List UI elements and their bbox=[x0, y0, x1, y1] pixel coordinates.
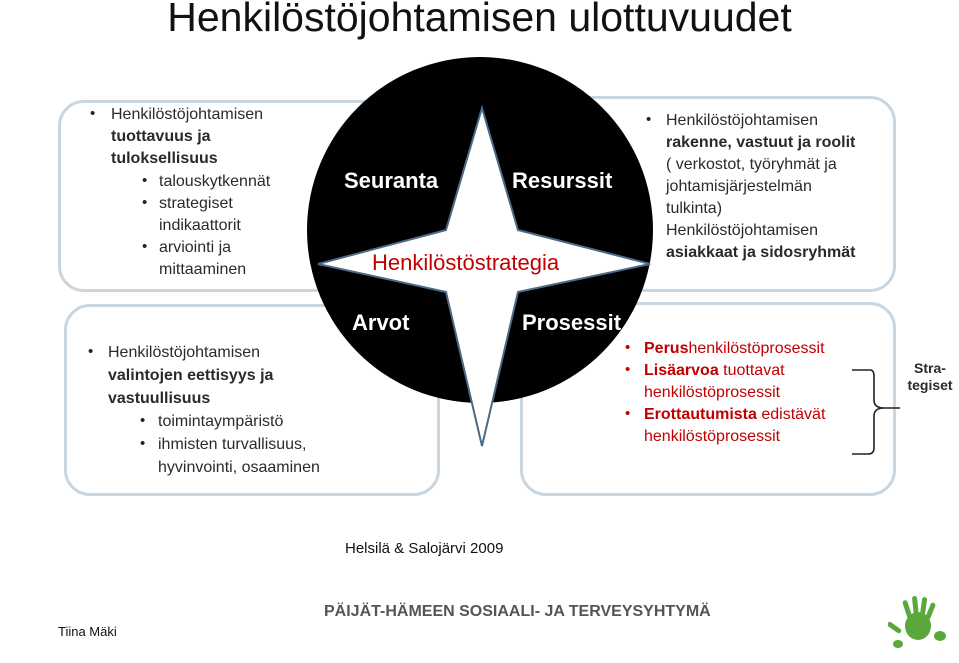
label-henkilostostrategia: Henkilöstöstrategia bbox=[372, 250, 560, 275]
bullet-icon: • bbox=[625, 405, 631, 422]
label-prosessit: Prosessit bbox=[522, 310, 622, 335]
bullet-icon: • bbox=[142, 194, 148, 211]
author: Tiina Mäki bbox=[58, 624, 117, 639]
bl-line: vastuullisuus bbox=[108, 390, 211, 407]
tl-sub: mittaaminen bbox=[159, 261, 247, 278]
bullet-icon: • bbox=[646, 111, 652, 128]
bullet-icon: • bbox=[88, 343, 94, 360]
tl-sub: talouskytkennät bbox=[159, 173, 271, 190]
tl-line: Henkilöstöjohtamisen bbox=[111, 106, 264, 123]
bl-sub: hyvinvointi, osaaminen bbox=[158, 459, 320, 476]
tl-sub: indikaattorit bbox=[159, 217, 241, 234]
br-item2-line2: henkilöstöprosessit bbox=[644, 384, 781, 401]
tl-line: tuloksellisuus bbox=[111, 150, 218, 167]
side-label: Stra- tegiset bbox=[907, 360, 953, 393]
bl-line: valintojen eettisyys ja bbox=[108, 367, 274, 384]
tr-line: rakenne, vastuut ja roolit bbox=[666, 134, 856, 151]
tr-line: Henkilöstöjohtamisen bbox=[666, 222, 819, 239]
bl-line: Henkilöstöjohtamisen bbox=[108, 344, 261, 361]
tl-line: tuottavuus ja bbox=[111, 128, 211, 145]
tr-line: Henkilöstöjohtamisen bbox=[666, 112, 819, 129]
br-item3: Erottautumista edistävät bbox=[644, 406, 826, 423]
citation: Helsilä & Salojärvi 2009 bbox=[345, 540, 504, 557]
bullet-icon: • bbox=[140, 435, 146, 452]
bullet-icon: • bbox=[625, 339, 631, 356]
label-arvot: Arvot bbox=[352, 310, 410, 335]
organization: PÄIJÄT-HÄMEEN SOSIAALI- JA TERVEYSYHTYMÄ bbox=[324, 603, 711, 620]
hands-logo-icon bbox=[888, 592, 954, 652]
bullet-icon: • bbox=[140, 412, 146, 429]
tr-line: asiakkaat ja sidosryhmät bbox=[666, 244, 856, 261]
tl-sub: arviointi ja bbox=[159, 239, 232, 256]
br-item3-line2: henkilöstöprosessit bbox=[644, 428, 781, 445]
label-seuranta: Seuranta bbox=[344, 168, 439, 193]
bullet-icon: • bbox=[142, 172, 148, 189]
bl-sub: toimintaympäristö bbox=[158, 413, 284, 430]
bullet-icon: • bbox=[90, 105, 96, 122]
tr-line: johtamisjärjestelmän bbox=[666, 178, 812, 195]
bullet-icon: • bbox=[142, 238, 148, 255]
page-title: Henkilöstöjohtamisen ulottuvuudet bbox=[167, 0, 792, 40]
br-item2: Lisäarvoa tuottavat bbox=[644, 362, 785, 379]
tr-line: tulkinta) bbox=[666, 200, 723, 217]
bl-sub: ihmisten turvallisuus, bbox=[158, 436, 307, 453]
label-resurssit: Resurssit bbox=[512, 168, 613, 193]
tl-sub: strategiset bbox=[159, 195, 233, 212]
bullet-icon: • bbox=[625, 361, 631, 378]
tr-line: ( verkostot, työryhmät ja bbox=[666, 156, 837, 173]
br-item1: Perushenkilöstöprosessit bbox=[644, 340, 825, 357]
